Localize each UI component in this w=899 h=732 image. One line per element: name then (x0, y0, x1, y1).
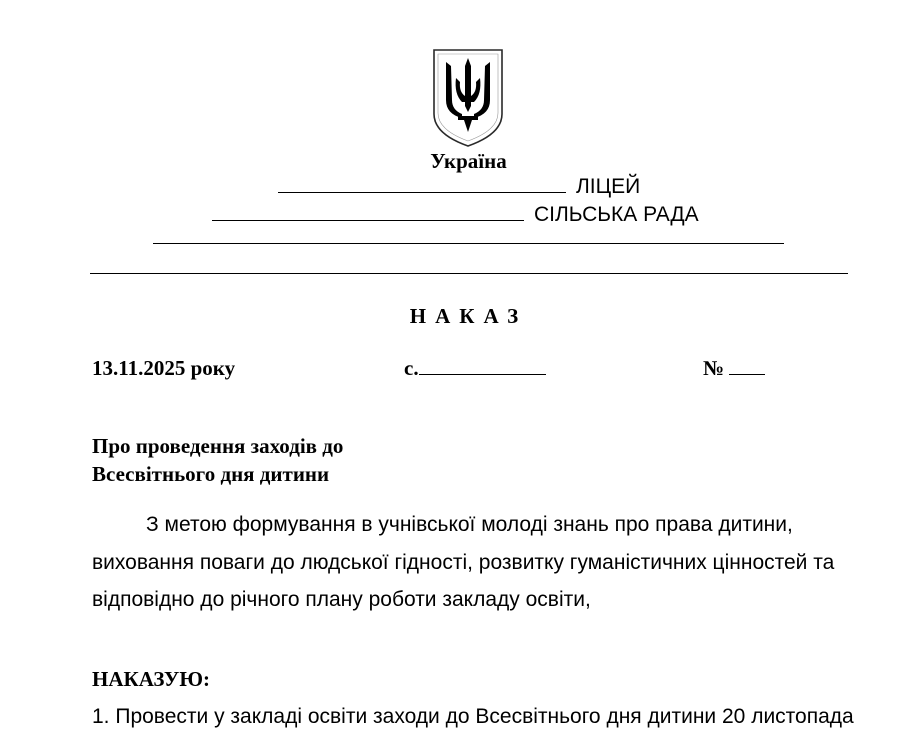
subject-line: Всесвітнього дня дитини (92, 462, 330, 486)
institution-name-blank (278, 172, 566, 193)
document-title: НАКАЗ (409, 304, 528, 328)
place-blank (419, 354, 546, 375)
council-line (212, 200, 699, 228)
order-date: 13.11.2025 року (92, 356, 236, 380)
council-type: СІЛЬСЬКА РАДА (534, 203, 699, 226)
header-separator (90, 273, 848, 274)
preamble-paragraph (92, 506, 852, 619)
order-subject (92, 432, 343, 488)
paragraph-line: відповідно до річного плану роботи закладу освіти, (92, 588, 591, 611)
institution-line (278, 172, 640, 200)
order-number (703, 354, 765, 382)
country-name: Україна (430, 149, 507, 173)
trident-emblem-icon (432, 48, 504, 148)
council-name-blank (212, 200, 524, 221)
address-blank-line (153, 243, 784, 244)
paragraph-line: виховання поваги до людської гідності, розвитку гуманістичних цінностей та (92, 550, 835, 574)
order-place (404, 354, 546, 382)
subject-line: Про проведення заходів до (92, 434, 344, 458)
institution-type: ЛІЦЕЙ (576, 175, 641, 198)
number-blank (729, 354, 765, 375)
paragraph-line: З метою формування в учнівської молоді знань про права дитини, (146, 513, 793, 536)
number-prefix: № (703, 356, 725, 380)
order-item: 1. Провести у закладі освіти заходи до Всесвітнього дня дитини 20 листопада (92, 705, 854, 728)
place-prefix: с. (404, 356, 419, 380)
order-keyword: НАКАЗУЮ: (92, 667, 210, 691)
